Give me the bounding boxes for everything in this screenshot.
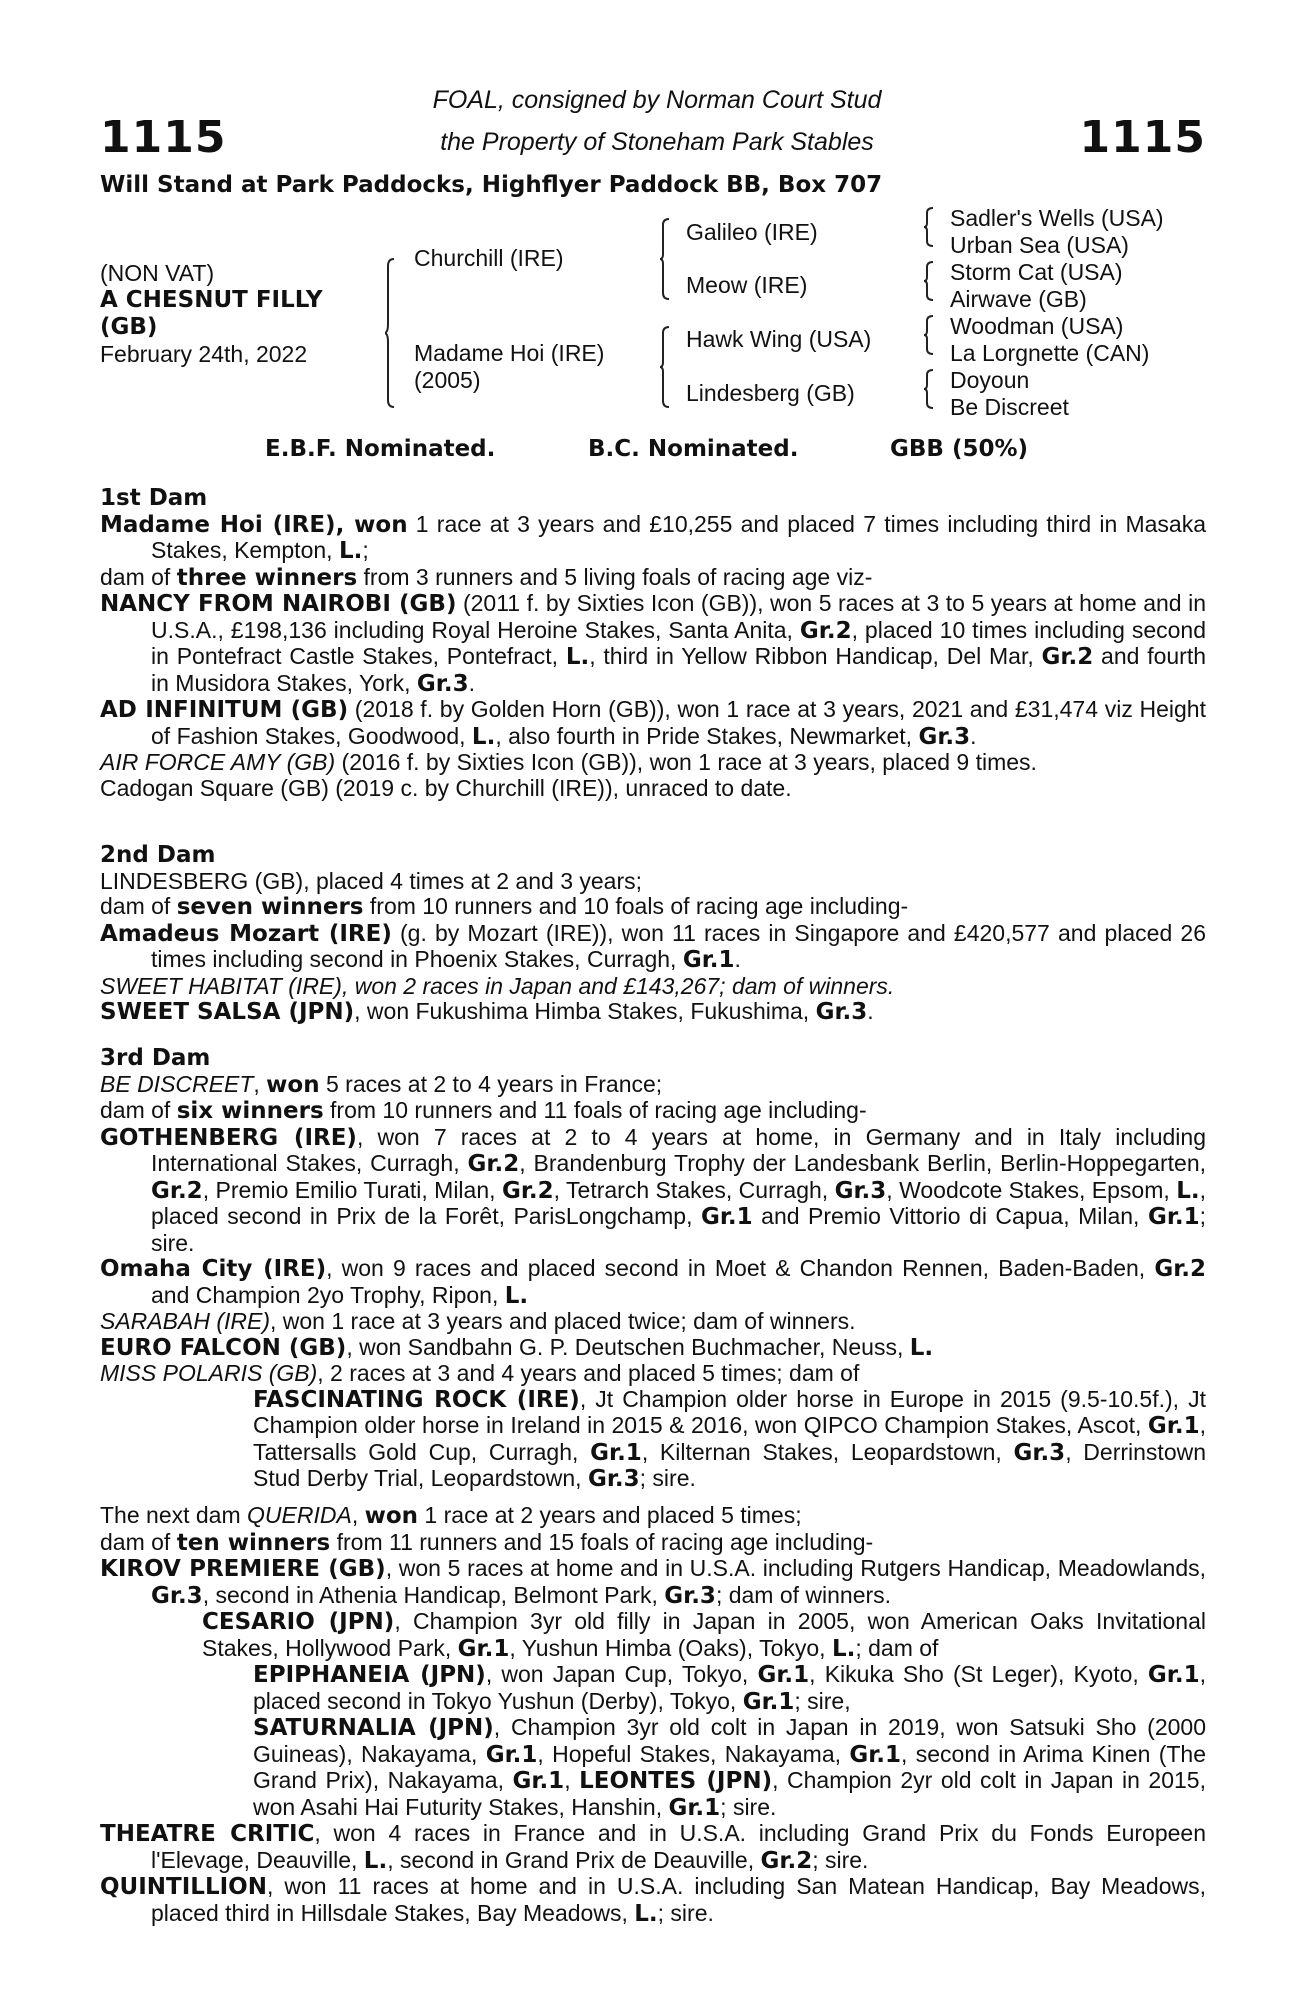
pedigree-sire: Churchill (IRE) — [414, 245, 564, 271]
first-dam-produce-summary: dam of three winners from 3 runners and 5 living foals of racing age viz- — [100, 563, 873, 591]
pedigree-dam-dam: Lindesberg (GB) — [686, 380, 855, 406]
pedigree-sire-dam: Meow (IRE) — [686, 272, 808, 298]
first-dam-intro: Madame Hoi (IRE), won 1 race at 3 years and £10,255 and placed 7 times including third in Masaka Stakes, Kempton, L.; — [100, 510, 1206, 564]
first-dam-progeny-4: Cadogan Square (GB) (2019 c. by Churchill (IRE)), unraced to date. — [100, 774, 792, 801]
second-dam-section — [100, 843, 1206, 1026]
pedigree-bracket-1 — [385, 258, 391, 408]
pedigree-bracket-4 — [924, 207, 934, 247]
bc-nomination: B.C. Nominated. — [588, 436, 799, 462]
first-dam-section — [100, 486, 1206, 801]
second-dam-produce-summary: dam of seven winners from 10 runners and 10 foals of racing age including- — [100, 893, 909, 920]
pedigree-dam: Madame Hoi (IRE) — [414, 340, 605, 366]
third-dam-intro: BE DISCREET, won 5 races at 2 to 4 years in France; — [100, 1070, 663, 1098]
pedigree-bracket-2 — [660, 218, 670, 300]
next-dam-progeny-5: THEATRE CRITIC, won 4 races in France and in U.S.A. including Grand Prix du Fonds Europeen l'Elevage, Deauville, L., second in Grand Prix de Deauville, Gr.2; sire. — [100, 1820, 1206, 1874]
next-dam-produce-summary: dam of ten winners from 11 runners and 15 foals of racing age including- — [100, 1528, 874, 1556]
third-dam-progeny-5: MISS POLARIS (GB), 2 races at 3 and 4 years and placed 5 times; dam of — [100, 1360, 860, 1386]
horse-name: A CHESNUT FILLY — [100, 287, 323, 313]
third-dam-section — [100, 1046, 1206, 1493]
lot-number-left: 1115 — [100, 112, 227, 163]
horse-name-suffix: (GB) — [100, 314, 158, 340]
pedigree-g3-5: Woodman (USA) — [950, 313, 1124, 339]
pedigree-g3-2: Urban Sea (USA) — [950, 232, 1129, 258]
pedigree-sire-sire: Galileo (IRE) — [686, 219, 818, 245]
next-dam-progeny-3: EPIPHANEIA (JPN), won Japan Cup, Tokyo, Gr.1, Kikuka Sho (St Leger), Kyoto, Gr.1, placed second in Tokyo Yushun (Derby), Tokyo, Gr.1; sire, — [253, 1661, 1206, 1715]
pedigree-dam-year: (2005) — [414, 367, 481, 393]
pedigree-bracket-6 — [924, 315, 934, 355]
next-dam-intro: The next dam QUERIDA, won 1 race at 2 years and placed 5 times; — [100, 1502, 802, 1529]
next-dam-progeny-2: CESARIO (JPN), Champion 3yr old filly in Japan in 2005, won American Oaks Invitational Stakes, Hollywood Park, Gr.1, Yushun Himba (Oaks), Tokyo, L.; dam of — [202, 1608, 1206, 1662]
first-dam-progeny-1: NANCY FROM NAIROBI (GB) (2011 f. by Sixties Icon (GB)), won 5 races at 3 to 5 years at home and in U.S.A., £198,136 including Royal Heroine Stakes, Santa Anita, Gr.2, placed 10 times including second in Pontefract Castle Stakes, Pontefract, L., third in Yellow Ribbon Handicap, Del Mar, Gr.2 and fourth in Musidora Stakes, York, Gr.3. — [100, 590, 1207, 697]
first-dam-progeny-2: AD INFINITUM (GB) (2018 f. by Golden Horn (GB)), won 1 race at 3 years, 2021 and £31,474 viz Height of Fashion Stakes, Goodwood, L., also fourth in Pride Stakes, Newmarket, Gr.3. — [100, 696, 1206, 750]
pedigree-bracket-5 — [924, 261, 934, 301]
pedigree-g3-3: Storm Cat (USA) — [950, 259, 1123, 285]
pedigree-dam-sire: Hawk Wing (USA) — [686, 326, 872, 352]
stabling-location: Will Stand at Park Paddocks, Highflyer Paddock BB, Box 707 — [100, 172, 883, 198]
first-dam-progeny-3: AIR FORCE AMY (GB) (2016 f. by Sixties Icon (GB)), won 1 race at 3 years, placed 9 times. — [100, 749, 1037, 775]
first-dam-heading: 1st Dam — [100, 485, 208, 511]
next-dam-progeny-6: QUINTILLION, won 11 races at home and in U.S.A. including San Matean Handicap, Bay Meadows, placed third in Hillsdale Stakes, Bay Meadows, L.; sire. — [100, 1873, 1206, 1927]
pedigree-g3-6: La Lorgnette (CAN) — [950, 340, 1150, 366]
third-dam-progeny-2: Omaha City (IRE), won 9 races and placed second in Moet & Chandon Rennen, Baden-Baden, Gr.2 and Champion 2yo Trophy, Ripon, L. — [100, 1255, 1207, 1309]
consignor-line: FOAL, consigned by Norman Court Stud — [432, 86, 882, 114]
third-dam-progeny-4: EURO FALCON (GB), won Sandbahn G. P. Deutschen Buchmacher, Neuss, L. — [100, 1333, 934, 1361]
third-dam-progeny-6: FASCINATING ROCK (IRE), Jt Champion older horse in Europe in 2015 (9.5-10.5f.), Jt Champion older horse in Ireland in 2015 & 2016, won QIPCO Champion Stakes, Ascot, Gr.1, Tattersalls Gold Cup, Curragh, Gr.1, Kilternan Stakes, Leopardstown, Gr.3, Derrinstown Stud Derby Trial, Leopardstown, Gr.3; sire. — [253, 1385, 1207, 1492]
pedigree-g3-4: Airwave (GB) — [950, 286, 1087, 312]
second-dam-heading: 2nd Dam — [100, 842, 216, 868]
vat-status: (NON VAT) — [100, 260, 215, 286]
pedigree-g3-7: Doyoun — [950, 367, 1030, 393]
next-dam-progeny-4: SATURNALIA (JPN), Champion 3yr old colt in Japan in 2019, won Satsuki Sho (2000 Guineas), Nakayama, Gr.1, Hopeful Stakes, Nakayama, Gr.1, second in Arima Kinen (The Grand Prix), Nakayama, Gr.1, LEONTES (JPN), Champion 2yr old colt in Japan in 2015, won Asahi Hai Futurity Stakes, Hanshin, Gr.1; sire. — [253, 1714, 1207, 1821]
third-dam-progeny-1: GOTHENBERG (IRE), won 7 races at 2 to 4 years at home, in Germany and in Italy including International Stakes, Curragh, Gr.2, Brandenburg Trophy der Landesbank Berlin, Berlin-Hoppegarten, Gr.2, Premio Emilio Turati, Milan, Gr.2, Tetrarch Stakes, Curragh, Gr.3, Woodcote Stakes, Epsom, L., placed second in Prix de la Forêt, ParisLongchamp, Gr.1 and Premio Vittorio di Capua, Milan, Gr.1; sire. — [100, 1123, 1207, 1256]
next-dam-section — [100, 1503, 1206, 1927]
pedigree-bracket-3 — [660, 326, 670, 408]
second-dam-progeny-2: SWEET HABITAT (IRE), won 2 races in Japan and £143,267; dam of winners. — [100, 972, 895, 999]
ebf-nomination: E.B.F. Nominated. — [265, 436, 496, 462]
next-dam-progeny-1: KIROV PREMIERE (GB), won 5 races at home and in U.S.A. including Rutgers Handicap, Meadowlands, Gr.3, second in Athenia Handicap, Belmont Park, Gr.3; dam of winners. — [100, 1555, 1207, 1609]
owner-line: the Property of Stoneham Park Stables — [440, 128, 874, 156]
pedigree-g3-8: Be Discreet — [950, 394, 1069, 420]
third-dam-progeny-3: SARABAH (IRE), won 1 race at 3 years and placed twice; dam of winners. — [100, 1308, 856, 1334]
pedigree-g3-1: Sadler's Wells (USA) — [950, 205, 1164, 231]
third-dam-produce-summary: dam of six winners from 10 runners and 11 foals of racing age including- — [100, 1097, 867, 1124]
second-dam-intro: LINDESBERG (GB), placed 4 times at 2 and 3 years; — [100, 867, 643, 894]
lot-number-right: 1115 — [1079, 112, 1206, 163]
gbb-status: GBB (50%) — [890, 436, 1029, 462]
foaling-date: February 24th, 2022 — [100, 341, 308, 367]
third-dam-heading: 3rd Dam — [100, 1045, 211, 1071]
second-dam-progeny-1: Amadeus Mozart (IRE) (g. by Mozart (IRE)), won 11 races in Singapore and £420,577 and placed 26 times including second in Phoenix Stakes, Curragh, Gr.1. — [100, 919, 1206, 973]
second-dam-progeny-3: SWEET SALSA (JPN), won Fukushima Himba Stakes, Fukushima, Gr.3. — [100, 998, 874, 1025]
pedigree-bracket-7 — [924, 369, 934, 409]
